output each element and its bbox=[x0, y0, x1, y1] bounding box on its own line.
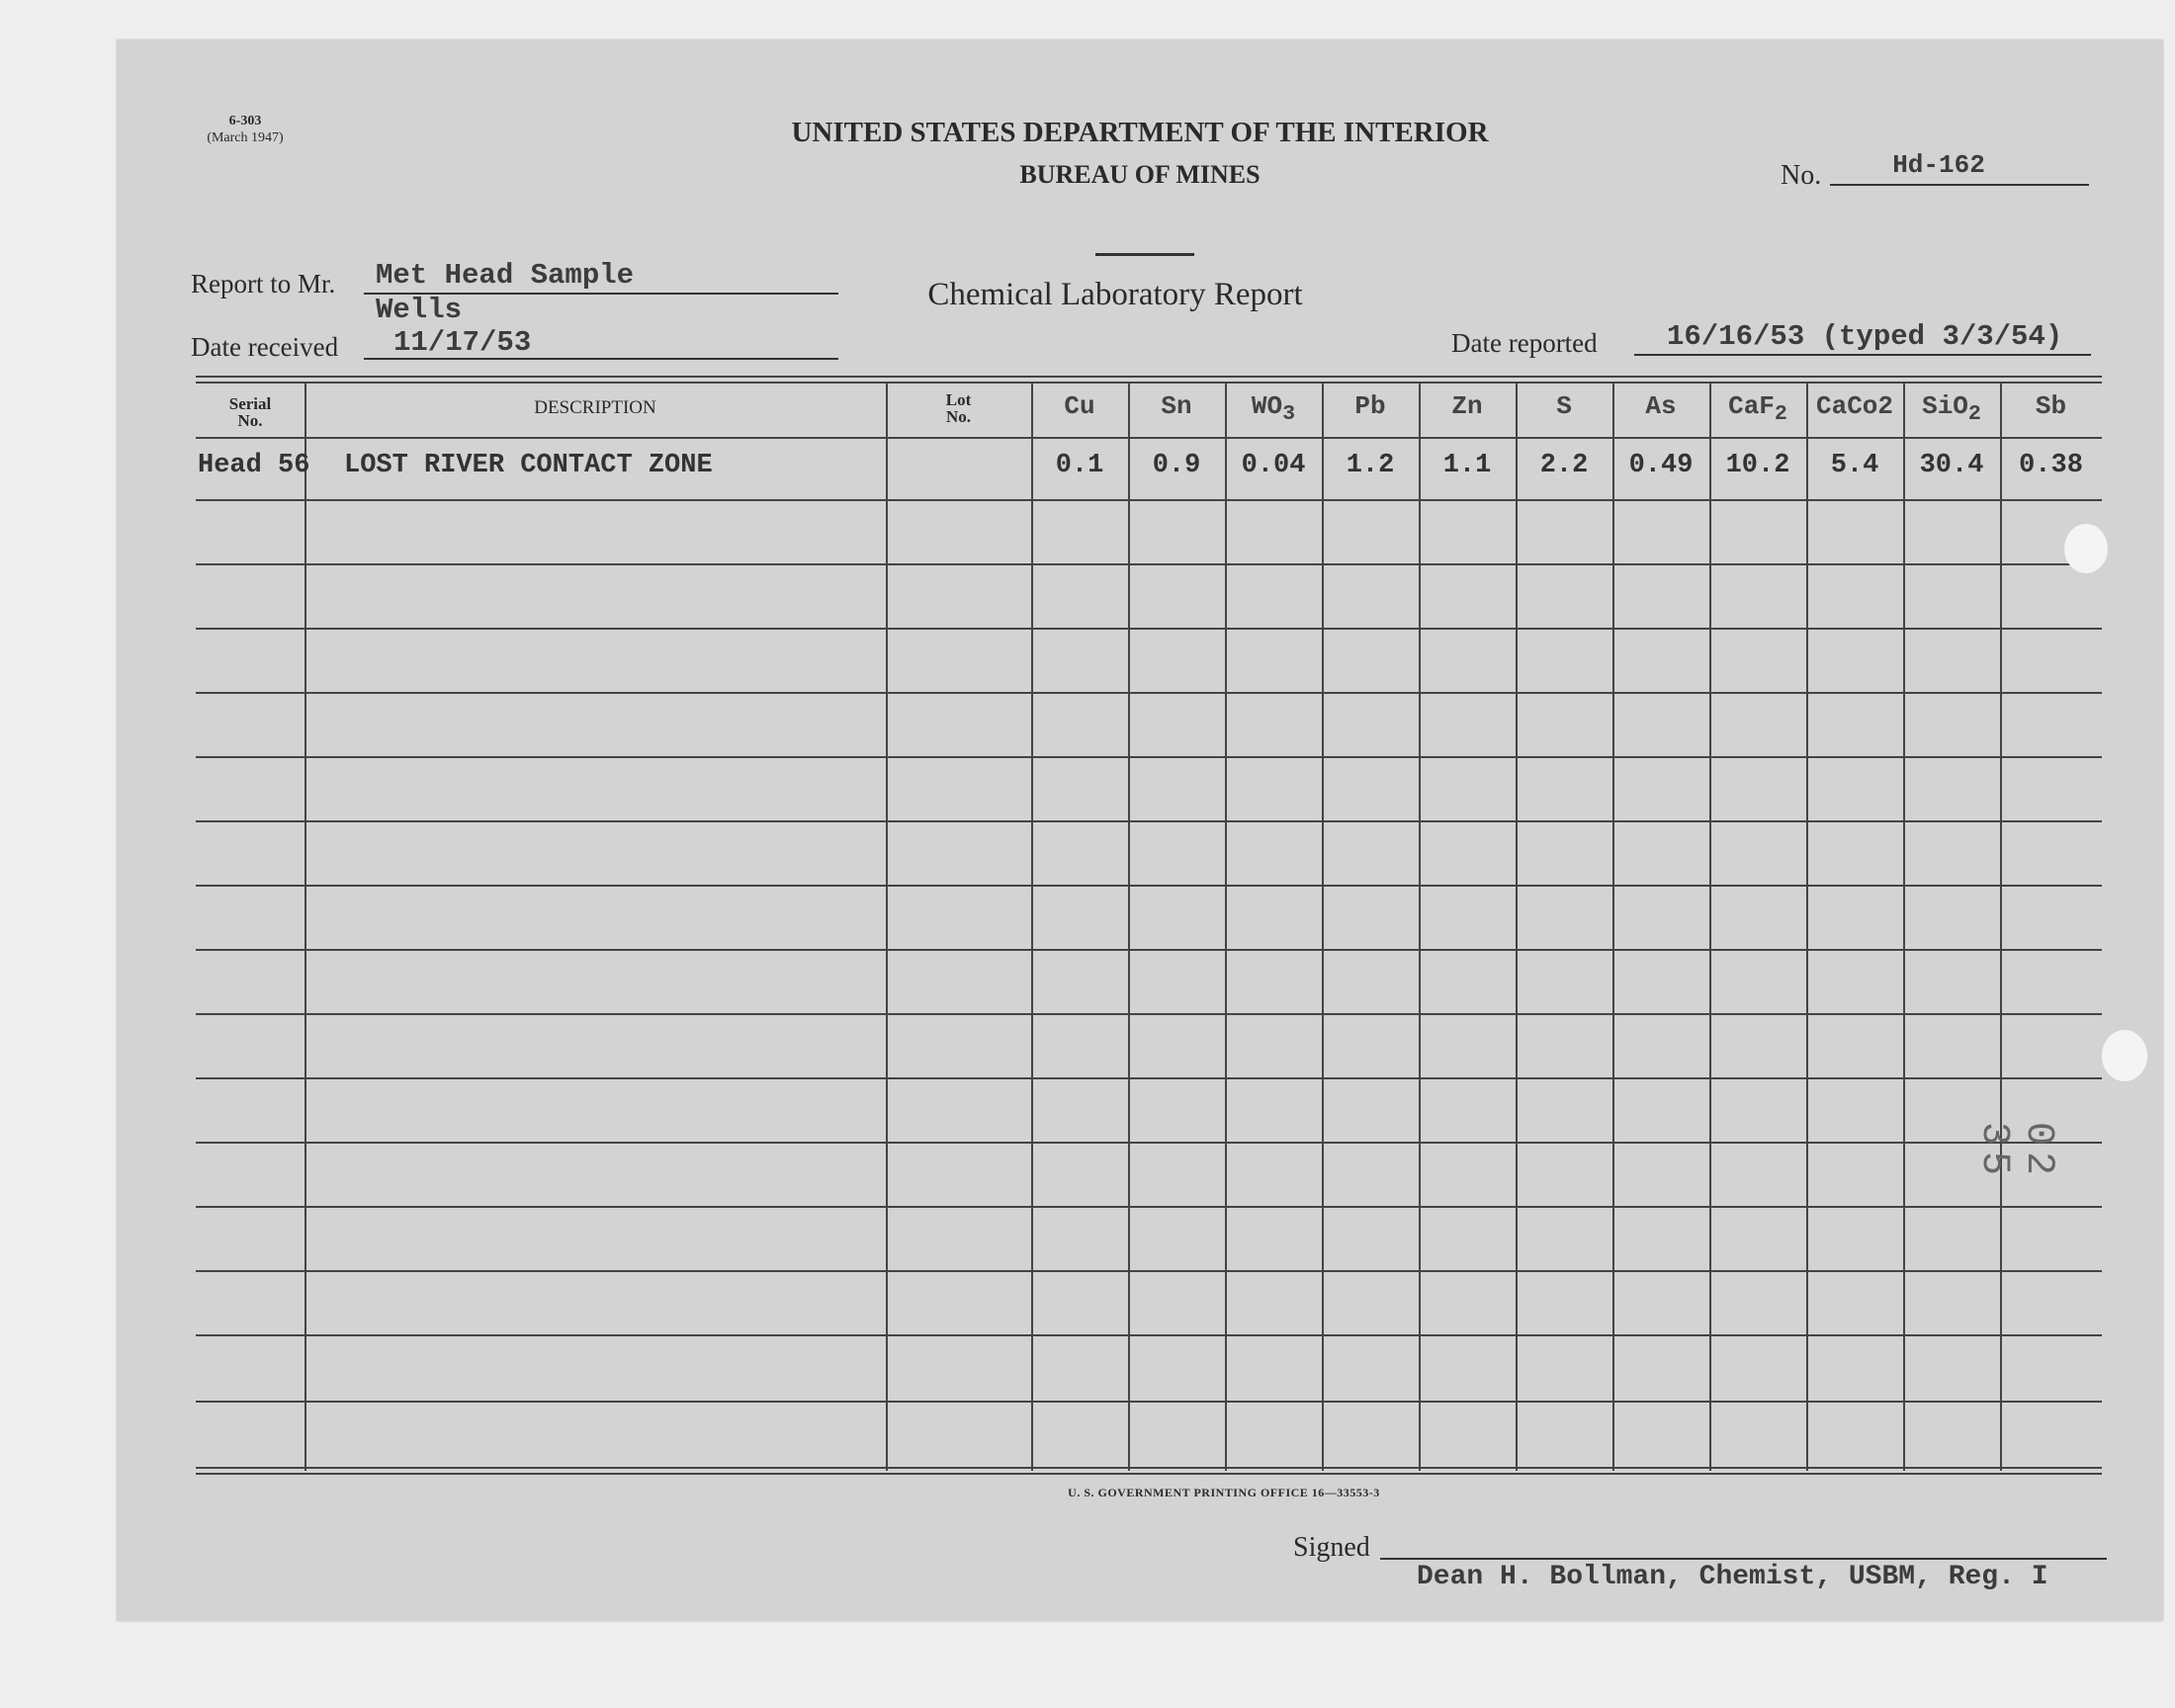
punch-hole bbox=[2064, 524, 2108, 573]
column-rule bbox=[1225, 382, 1227, 1471]
table-top-border-inner bbox=[196, 382, 2102, 384]
column-rule bbox=[1128, 382, 1130, 1471]
signature-line bbox=[1380, 1558, 2107, 1560]
row-rule bbox=[196, 1334, 2102, 1336]
cell-value: 0.38 bbox=[2019, 451, 2083, 480]
header-serial-no-line2: No. bbox=[237, 411, 263, 430]
column-rule bbox=[886, 382, 888, 1471]
column-rule bbox=[1419, 382, 1421, 1471]
header-description: DESCRIPTION bbox=[534, 397, 656, 418]
element-symbol: Sn bbox=[1161, 391, 1192, 421]
row-rule bbox=[196, 1077, 2102, 1079]
table-top-border bbox=[196, 376, 2102, 378]
report-to-value: Met Head Sample bbox=[376, 259, 635, 292]
header-lot-no bbox=[886, 391, 1031, 425]
report-no-label: No. bbox=[1781, 160, 1822, 191]
header-element bbox=[1612, 391, 1709, 426]
header-element bbox=[1322, 391, 1419, 426]
row-rule bbox=[196, 949, 2102, 951]
date-reported-label: Date reported bbox=[1451, 328, 1598, 358]
cell-value: 1.2 bbox=[1346, 451, 1395, 480]
results-table bbox=[196, 376, 2102, 1475]
punch-hole bbox=[2102, 1030, 2147, 1081]
element-symbol: S bbox=[1556, 391, 1572, 421]
table-bottom-border-inner bbox=[196, 1473, 2102, 1475]
row-rule bbox=[196, 1013, 2102, 1015]
row-rule bbox=[196, 499, 2102, 501]
row-rule bbox=[196, 1206, 2102, 1208]
element-symbol: CaF bbox=[1728, 391, 1775, 421]
agency-heading: UNITED STATES DEPARTMENT OF THE INTERIOR bbox=[791, 117, 1489, 148]
row-rule bbox=[196, 1270, 2102, 1272]
cell-value: 0.1 bbox=[1055, 451, 1104, 480]
row-rule bbox=[196, 1142, 2102, 1144]
row-rule bbox=[196, 628, 2102, 630]
row-rule bbox=[196, 563, 2102, 565]
element-symbol: CaCo2 bbox=[1815, 391, 1893, 421]
element-symbol: WO bbox=[1251, 391, 1283, 421]
element-symbol: Pb bbox=[1354, 391, 1386, 421]
cell-value: 30.4 bbox=[1919, 451, 1984, 480]
element-subscript: 2 bbox=[1774, 401, 1787, 427]
row-rule bbox=[196, 820, 2102, 822]
row-rule bbox=[196, 885, 2102, 887]
report-form bbox=[117, 40, 2163, 1621]
title-rule bbox=[1095, 253, 1194, 256]
cell-value: 10.2 bbox=[1725, 451, 1790, 480]
column-rule bbox=[1322, 382, 1324, 1471]
column-rule bbox=[1806, 382, 1808, 1471]
element-symbol: Cu bbox=[1064, 391, 1095, 421]
cell-description: LOST RIVER CONTACT ZONE bbox=[344, 451, 713, 480]
header-rule bbox=[196, 437, 2102, 439]
date-received-value: 11/17/53 bbox=[393, 326, 532, 359]
element-subscript: 3 bbox=[1282, 401, 1296, 427]
column-rule bbox=[2000, 382, 2002, 1471]
element-symbol: Zn bbox=[1451, 391, 1483, 421]
report-to-label: Report to Mr. bbox=[191, 269, 336, 299]
cell-value: 5.4 bbox=[1830, 451, 1879, 480]
printing-office-imprint: U. S. GOVERNMENT PRINTING OFFICE 16—33553-3 bbox=[1068, 1486, 1380, 1499]
header-element bbox=[2000, 391, 2102, 426]
report-no-line bbox=[1830, 184, 2089, 186]
column-rule bbox=[304, 382, 306, 1471]
form-date: (March 1947) bbox=[207, 130, 284, 145]
signed-label: Signed bbox=[1293, 1532, 1370, 1563]
header-element bbox=[1903, 391, 2000, 426]
header-lot-no-line2: No. bbox=[945, 407, 972, 426]
date-received-label: Date received bbox=[191, 332, 339, 362]
header-serial-no-line1: Serial bbox=[228, 394, 272, 413]
column-rule bbox=[1612, 382, 1614, 1471]
header-element bbox=[1709, 391, 1806, 426]
row-rule bbox=[196, 692, 2102, 694]
header-element bbox=[1128, 391, 1225, 426]
bureau-heading: BUREAU OF MINES bbox=[1019, 160, 1261, 189]
header-serial-no bbox=[196, 395, 304, 429]
cell-serial: Head 56 bbox=[198, 451, 310, 480]
column-rule bbox=[1903, 382, 1905, 1471]
header-element bbox=[1419, 391, 1516, 426]
element-symbol: Sb bbox=[2035, 391, 2067, 421]
date-reported-value: 16/16/53 (typed 3/3/54) bbox=[1667, 320, 2063, 353]
element-symbol: As bbox=[1645, 391, 1677, 421]
element-symbol: SiO bbox=[1922, 391, 1968, 421]
row-rule bbox=[196, 1401, 2102, 1403]
report-no-value: Hd-162 bbox=[1892, 150, 1985, 180]
page-title: Chemical Laboratory Report bbox=[927, 277, 1303, 312]
cell-value: 0.9 bbox=[1152, 451, 1201, 480]
column-rule bbox=[1709, 382, 1711, 1471]
row-rule bbox=[196, 756, 2102, 758]
header-element bbox=[1516, 391, 1612, 426]
form-number: 6-303 bbox=[228, 114, 262, 128]
cell-value: 0.04 bbox=[1241, 451, 1306, 480]
signer-name: Dean H. Bollman, Chemist, USBM, Reg. I bbox=[1417, 1562, 2048, 1592]
report-to-value-line2: Wells bbox=[376, 294, 463, 326]
date-reported-line bbox=[1634, 354, 2091, 356]
stamp-number: 02 35 bbox=[1971, 1122, 2060, 1182]
header-element bbox=[1225, 391, 1322, 426]
header-lot-no-line1: Lot bbox=[945, 390, 972, 409]
header-element bbox=[1031, 391, 1128, 426]
cell-value: 0.49 bbox=[1628, 451, 1694, 480]
cell-value: 1.1 bbox=[1442, 451, 1492, 480]
cell-value: 2.2 bbox=[1539, 451, 1589, 480]
column-rule bbox=[1031, 382, 1033, 1471]
table-bottom-border bbox=[196, 1467, 2102, 1469]
header-element bbox=[1806, 391, 1903, 426]
element-subscript: 2 bbox=[1967, 401, 1981, 427]
column-rule bbox=[1516, 382, 1518, 1471]
